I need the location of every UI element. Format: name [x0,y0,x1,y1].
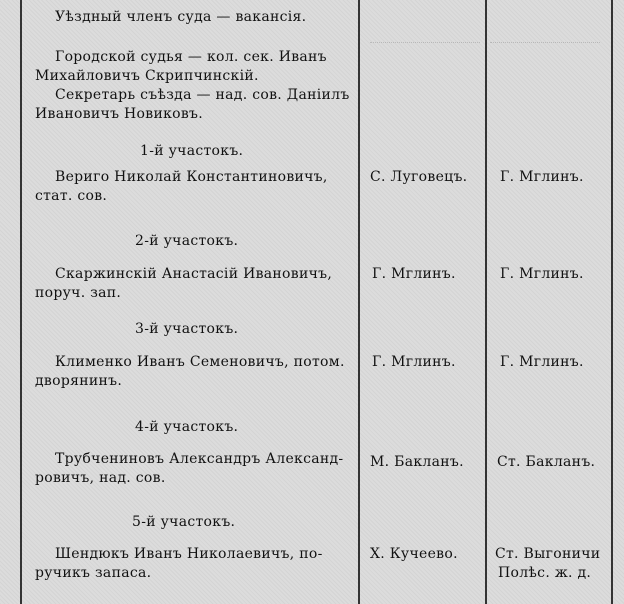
post-office: Ст. Выгоничи [495,546,601,562]
post-office: Г. Мглинъ. [500,169,584,185]
post-office: Г. Мглинъ. [500,266,584,282]
bleed-through-artifact [370,42,480,103]
judge-line: Михайловичъ Скрипчинскій. [35,68,259,84]
section-heading: 4-й участокъ. [135,419,239,435]
person-rank: ручикъ запаса. [35,565,152,581]
residence: Х. Кучеево. [370,546,458,562]
person-rank: ровичъ, над. сов. [35,470,166,486]
person-name: Клименко Иванъ Семеновичъ, потом. [55,354,345,370]
residence: Г. Мглинъ. [372,354,456,370]
residence: С. Луговецъ. [370,169,468,185]
secretary-line: Ивановичъ Новиковъ. [35,106,203,122]
person-rank: дворянинъ. [35,373,123,389]
vacancy-line: Уѣздный членъ суда — вакансія. [55,9,307,25]
judge-line: Городской судья — кол. сек. Иванъ [55,49,327,65]
bleed-through-artifact [490,42,600,83]
person-rank: стат. сов. [35,188,108,204]
column-rule [611,0,613,604]
residence: М. Бакланъ. [370,454,464,470]
column-rule [20,0,22,604]
residence: Г. Мглинъ. [372,266,456,282]
person-name: Шендюкъ Иванъ Николаевичъ, по- [55,546,323,562]
section-heading: 2-й участокъ. [135,233,239,249]
person-rank: поруч. зап. [35,285,122,301]
person-name: Трубчениновъ Александръ Александ- [55,451,344,467]
section-heading: 1-й участокъ. [140,143,244,159]
section-heading: 5-й участокъ. [132,514,236,530]
section-heading: 3-й участокъ. [135,321,239,337]
column-rule [485,0,487,604]
post-office: Г. Мглинъ. [500,354,584,370]
column-rule [358,0,360,604]
person-name: Скаржинскій Анастасій Ивановичъ, [55,266,333,282]
secretary-line: Секретарь съѣзда — над. сов. Даніилъ [55,87,350,103]
post-office: Ст. Бакланъ. [497,454,596,470]
person-name: Веригo Николай Константиновичъ, [55,169,328,185]
post-office: Полѣс. ж. д. [498,565,592,581]
